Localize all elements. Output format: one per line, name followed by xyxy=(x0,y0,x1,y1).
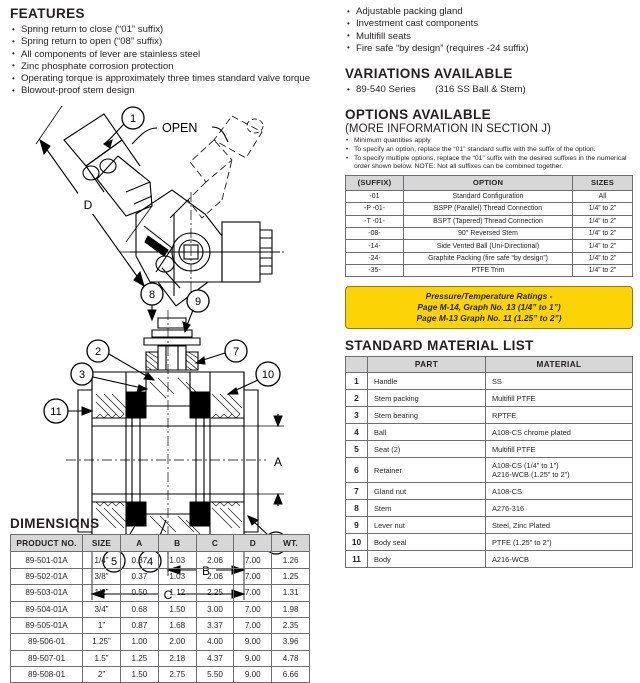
cell-material: A108-CS xyxy=(486,483,633,500)
table-row xyxy=(11,667,310,683)
svg-text:3: 3 xyxy=(78,369,86,381)
cell-option: PTFE Trim xyxy=(404,265,573,277)
cell-a: 0.50 xyxy=(121,585,159,601)
cell-part: Stem bearing xyxy=(368,407,486,424)
cell-material: Multifill PTFE xyxy=(486,390,633,407)
dimensions-table xyxy=(10,534,310,683)
material-line-1: A108-CS (1/4” to 1”) xyxy=(492,461,559,471)
dimension-label-b: B xyxy=(201,564,211,578)
cell-d: 7.00 xyxy=(234,552,272,568)
cell-part: Body xyxy=(368,551,486,568)
callout-7 xyxy=(196,340,247,364)
table-row xyxy=(11,585,310,601)
cell-b: 2.18 xyxy=(158,650,196,666)
cell-b: 1.03 xyxy=(158,568,196,584)
material-list-table xyxy=(345,356,633,568)
cell-a: 1.00 xyxy=(121,634,159,650)
cell-size: 1/2” xyxy=(83,585,121,601)
cell-d: 9.00 xyxy=(234,667,272,683)
features-section xyxy=(10,6,332,98)
column-header-product-no: PRODUCT NO. xyxy=(11,535,83,552)
callout-2 xyxy=(87,340,154,380)
column-header-part: PART xyxy=(368,357,486,373)
cell-wt: 3.96 xyxy=(272,634,310,650)
column-header-c: C xyxy=(196,535,234,552)
material-list-title: STANDARD MATERIAL LIST xyxy=(345,338,534,354)
table-header-row xyxy=(346,357,633,373)
list-item: • All components of lever are stainless steel xyxy=(10,49,332,61)
cell-wt: 1.25 xyxy=(272,568,310,584)
cell-material: Steel, Zinc Plated xyxy=(486,517,633,534)
table-row xyxy=(346,190,633,202)
list-item: • Minimum quantities apply xyxy=(345,137,633,146)
column-header-wt: WT. xyxy=(272,535,310,552)
list-item: • To specify an option, replace the “01” standard suffix with the suffix of the option. xyxy=(345,146,633,155)
cell-part: Stem xyxy=(368,500,486,517)
cell-part: Handle xyxy=(368,373,486,390)
cell-c: 2.06 xyxy=(196,552,234,568)
svg-text:10: 10 xyxy=(261,369,275,381)
table-row xyxy=(346,215,633,227)
cell-d: 9.00 xyxy=(234,634,272,650)
cell-number: 3 xyxy=(346,407,368,424)
table-row xyxy=(346,441,633,458)
features-list xyxy=(10,24,332,98)
cell-number: 9 xyxy=(346,517,368,534)
cell-option: BSPT (Tapered) Thread Connection xyxy=(404,215,573,227)
cell-part: Lever nut xyxy=(368,517,486,534)
pressure-temperature-callout xyxy=(345,286,633,329)
cell-option: 90° Reversed Stem xyxy=(404,227,573,239)
cell-part: Stem packing xyxy=(368,390,486,407)
options-subtitle: (MORE INFORMATION IN SECTION J) xyxy=(345,123,552,136)
options-title: OPTIONS AVAILABLE xyxy=(345,107,492,123)
cell-a: 0.37 xyxy=(121,552,159,568)
cell-suffix: -08- xyxy=(346,227,404,239)
table-header-row xyxy=(11,535,310,552)
table-header-row xyxy=(346,175,633,190)
column-header-b: B xyxy=(158,535,196,552)
column-header-sizes: SIZES xyxy=(573,175,633,190)
cell-suffix: -35- xyxy=(346,265,404,277)
cell-sizes: 1/4” to 2” xyxy=(573,240,633,252)
cell-c: 3.00 xyxy=(196,601,234,617)
list-item: • Zinc phosphate corrosion protection xyxy=(10,61,332,73)
column-header-material: MATERIAL xyxy=(486,357,633,373)
table-row xyxy=(11,568,310,584)
column-header-size: SIZE xyxy=(83,535,121,552)
pt-line-2: Page M-14, Graph No. 13 (1/4” to 1”) xyxy=(417,302,561,313)
table-row xyxy=(346,424,633,441)
cell-option: Standard Configuration xyxy=(404,190,573,202)
cell-wt: 2.35 xyxy=(272,617,310,633)
lever-left xyxy=(64,114,152,216)
variations-list xyxy=(345,84,633,96)
cell-size: 3/8” xyxy=(83,568,121,584)
list-item: • Blowout-proof stem design xyxy=(10,85,332,97)
svg-text:5: 5 xyxy=(110,556,118,568)
variation-note: (316 SS Ball & Stem) xyxy=(435,84,526,96)
cell-number: 11 xyxy=(346,551,368,568)
cell-c: 4.00 xyxy=(196,634,234,650)
cell-option: Side Vented Ball (Uni-Directional) xyxy=(404,240,573,252)
list-item: • Operating torque is approximately three times standard valve torque xyxy=(10,73,332,85)
cell-suffix: -T -01- xyxy=(346,215,404,227)
cell-c: 3.37 xyxy=(196,617,234,633)
cell-product-no: 89-501-01A xyxy=(11,552,83,568)
cell-suffix: -01 xyxy=(346,190,404,202)
cell-number: 6 xyxy=(346,458,368,483)
list-item: • Spring return to open (“08” suffix) xyxy=(10,36,332,48)
callout-label: 1 xyxy=(129,113,137,125)
cell-option: Graphite Packing (fire safe “by design”) xyxy=(404,252,573,264)
column-header-option: OPTION xyxy=(404,175,573,190)
cell-a: 0.37 xyxy=(121,568,159,584)
cell-size: 1.25” xyxy=(83,634,121,650)
table-row xyxy=(346,407,633,424)
cell-b: 2.75 xyxy=(158,667,196,683)
pt-line-3: Page M-13 Graph No. 11 (1.25” to 2”) xyxy=(416,312,562,323)
options-notes xyxy=(345,137,633,171)
cell-option: BSPP (Parallel) Thread Connection xyxy=(404,203,573,215)
cell-sizes: 1/4” to 2” xyxy=(573,215,633,227)
cell-sizes: 1/4” to 2” xyxy=(573,227,633,239)
cell-number: 1 xyxy=(346,373,368,390)
callout-8 xyxy=(141,283,163,320)
variations-title: VARIATIONS AVAILABLE xyxy=(345,66,513,82)
cell-material xyxy=(486,458,633,483)
callout-1 xyxy=(104,107,144,148)
cell-b: 1.12 xyxy=(158,585,196,601)
cell-b: 2.00 xyxy=(158,634,196,650)
svg-text:8: 8 xyxy=(148,289,156,301)
table-row xyxy=(346,265,633,277)
cell-sizes: All xyxy=(573,190,633,202)
list-item: • Investment cast components xyxy=(345,18,633,30)
cell-product-no: 89-503-01A xyxy=(11,585,83,601)
cell-a: 0.68 xyxy=(121,601,159,617)
cell-part: Ball xyxy=(368,424,486,441)
cell-product-no: 89-507-01 xyxy=(11,650,83,666)
cell-b: 1.68 xyxy=(158,617,196,633)
table-row xyxy=(11,634,310,650)
cell-material: PTFE (1.25” to 2”) xyxy=(486,534,633,551)
cell-wt: 1.31 xyxy=(272,585,310,601)
cell-material: A216-WCB xyxy=(486,551,633,568)
material-line-2: A216-WCB (1.25” to 2”) xyxy=(492,470,570,480)
cell-material: A276-316 xyxy=(486,500,633,517)
table-row xyxy=(346,517,633,534)
dimension-d xyxy=(36,106,152,286)
dimensions-section xyxy=(10,516,310,683)
cell-d: 7.00 xyxy=(234,617,272,633)
table-row xyxy=(11,650,310,666)
table-row xyxy=(346,458,633,483)
cell-suffix: -24- xyxy=(346,252,404,264)
cell-product-no: 89-504-01A xyxy=(11,601,83,617)
table-row xyxy=(346,500,633,517)
table-row xyxy=(346,551,633,568)
cell-part: Seat (2) xyxy=(368,441,486,458)
cell-part: Gland nut xyxy=(368,483,486,500)
svg-text:7: 7 xyxy=(232,346,240,358)
cell-material: A108-CS chrome plated xyxy=(486,424,633,441)
cell-number: 8 xyxy=(346,500,368,517)
right-column xyxy=(345,6,633,568)
column-header-a: A xyxy=(121,535,159,552)
cell-product-no: 89-508-01 xyxy=(11,667,83,683)
cell-sizes: 1/4” to 2” xyxy=(573,203,633,215)
cell-b: 1.03 xyxy=(158,552,196,568)
variation-series: 89-540 Series xyxy=(356,84,416,96)
cell-c: 4.37 xyxy=(196,650,234,666)
cell-c: 5.50 xyxy=(196,667,234,683)
cell-wt: 1.26 xyxy=(272,552,310,568)
dimension-label-d: D xyxy=(83,198,93,212)
list-item: • Spring return to close (“01” suffix) xyxy=(10,24,332,36)
list-item: • Fire safe “by design” (requires -24 suffix) xyxy=(345,43,633,55)
cell-size: 1” xyxy=(83,617,121,633)
cell-d: 7.00 xyxy=(234,585,272,601)
svg-text:2: 2 xyxy=(94,346,102,358)
cell-number: 5 xyxy=(346,441,368,458)
cell-wt: 6.66 xyxy=(272,667,310,683)
cell-part: Body seal xyxy=(368,534,486,551)
callout-9 xyxy=(183,290,209,332)
list-item: • Multifill seats xyxy=(345,31,633,43)
cell-product-no: 89-506-01 xyxy=(11,634,83,650)
list-item xyxy=(345,84,633,96)
cell-d: 7.00 xyxy=(234,568,272,584)
cell-size: 1.5” xyxy=(83,650,121,666)
table-row xyxy=(346,373,633,390)
table-row xyxy=(346,483,633,500)
cell-product-no: 89-502-01A xyxy=(11,568,83,584)
table-row xyxy=(346,252,633,264)
cell-number: 7 xyxy=(346,483,368,500)
cell-wt: 4.78 xyxy=(272,650,310,666)
cell-size: 3/4” xyxy=(83,601,121,617)
cell-product-no: 89-505-01A xyxy=(11,617,83,633)
cell-c: 2.25 xyxy=(196,585,234,601)
cell-d: 9.00 xyxy=(234,650,272,666)
column-header-d: D xyxy=(234,535,272,552)
features-title: FEATURES xyxy=(10,6,85,21)
table-row xyxy=(346,534,633,551)
table-row xyxy=(11,552,310,568)
cell-a: 0.87 xyxy=(121,617,159,633)
dimension-label-c: C xyxy=(163,588,173,602)
table-row xyxy=(346,390,633,407)
cell-d: 7.00 xyxy=(234,601,272,617)
cell-part: Retainer xyxy=(368,458,486,483)
cell-number: 10 xyxy=(346,534,368,551)
table-row xyxy=(346,240,633,252)
dimension-label-a: A xyxy=(273,455,283,469)
list-item: • To specify multiple options, replace the “01” suffix with the desired suffixes in the numerical order shown below. NOTE: Not all suffixes can be combined together. xyxy=(345,155,633,172)
cell-suffix: -P -01- xyxy=(346,203,404,215)
svg-text:9: 9 xyxy=(194,296,202,308)
table-row xyxy=(11,617,310,633)
cell-sizes: 1/4” to 2” xyxy=(573,265,633,277)
cell-wt: 1.98 xyxy=(272,601,310,617)
cell-number: 2 xyxy=(346,390,368,407)
cell-b: 1.50 xyxy=(158,601,196,617)
column-header-number xyxy=(346,357,368,373)
callout-11 xyxy=(44,399,92,423)
cell-suffix: -14- xyxy=(346,240,404,252)
options-table xyxy=(345,175,633,278)
dimensions-title: DIMENSIONS xyxy=(10,516,100,531)
cell-size: 2” xyxy=(83,667,121,683)
cell-sizes: 1/4” to 2” xyxy=(573,252,633,264)
pt-line-1: Pressure/Temperature Ratings - xyxy=(425,291,553,302)
features-list-continued xyxy=(345,6,633,55)
table-row xyxy=(346,203,633,215)
cell-material: RPTFE xyxy=(486,407,633,424)
table-row xyxy=(11,601,310,617)
cell-c: 2.06 xyxy=(196,568,234,584)
callout-10 xyxy=(228,362,280,394)
cell-material: Multifill PTFE xyxy=(486,441,633,458)
list-item: • Adjustable packing gland xyxy=(345,6,633,18)
svg-text:4: 4 xyxy=(146,556,154,568)
svg-text:11: 11 xyxy=(50,406,62,418)
table-row xyxy=(346,227,633,239)
cell-size: 1/4” xyxy=(83,552,121,568)
cell-material: SS xyxy=(486,373,633,390)
open-label: OPEN xyxy=(162,121,198,135)
callout-3 xyxy=(71,363,147,392)
column-header-suffix: (SUFFIX) xyxy=(346,175,404,190)
cell-a: 1.25 xyxy=(121,650,159,666)
cell-a: 1.50 xyxy=(121,667,159,683)
cell-number: 4 xyxy=(346,424,368,441)
